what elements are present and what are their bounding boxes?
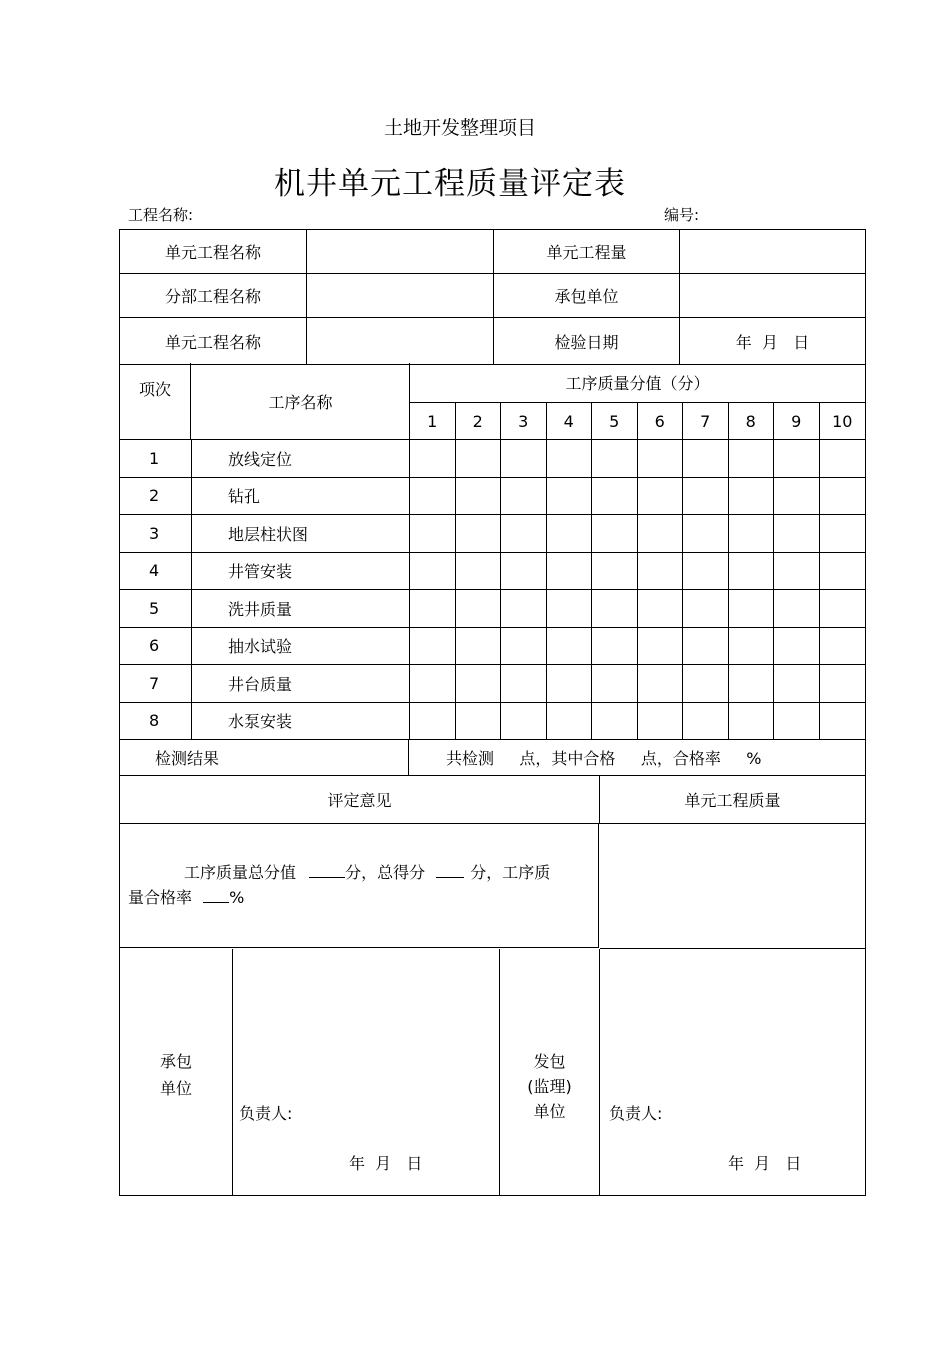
score-cell[interactable] xyxy=(729,552,775,590)
score-column-1: 1 xyxy=(410,403,456,439)
score-cell[interactable] xyxy=(683,627,729,665)
score-cell[interactable] xyxy=(501,514,547,552)
score-cell[interactable] xyxy=(592,552,638,590)
info-table xyxy=(119,229,866,364)
owner-label-3: 单位 xyxy=(533,1102,566,1121)
score-cell[interactable] xyxy=(638,589,684,627)
score-cell[interactable] xyxy=(547,477,593,515)
score-cell[interactable] xyxy=(456,702,502,740)
item-name: 地层柱状图 xyxy=(192,514,410,552)
score-column-10: 10 xyxy=(832,411,853,431)
info-row-3-right-label: 检验日期 xyxy=(494,318,680,365)
item-index: 7 xyxy=(120,664,192,702)
score-cell[interactable] xyxy=(410,514,456,552)
total-score-blank[interactable] xyxy=(309,863,345,878)
info-row-2-right-label: 承包单位 xyxy=(494,274,680,318)
opinion-text-2: 分，总得分 xyxy=(345,863,426,882)
form-subtitle: 土地开发整理项目 xyxy=(383,117,536,139)
score-cell[interactable] xyxy=(501,439,547,477)
score-header: 工序质量分值（分） xyxy=(410,363,865,403)
score-cell[interactable] xyxy=(774,477,820,515)
info-row-2-right-value[interactable] xyxy=(680,274,865,318)
score-cell[interactable] xyxy=(456,664,502,702)
score-cell[interactable] xyxy=(774,664,820,702)
item-index: 4 xyxy=(120,552,192,590)
score-cell[interactable] xyxy=(592,439,638,477)
owner-sign-cell xyxy=(600,949,865,1195)
score-cell[interactable] xyxy=(547,514,593,552)
score-cell[interactable] xyxy=(501,552,547,590)
item-name: 放线定位 xyxy=(192,439,410,477)
score-cell[interactable] xyxy=(547,702,593,740)
info-row-3-left-label: 单元工程名称 xyxy=(120,318,307,365)
contractor-sign-date: 年 月 日 xyxy=(349,1154,423,1173)
form-code-label: 编号: xyxy=(664,206,700,224)
score-cell[interactable] xyxy=(683,552,729,590)
score-cell[interactable] xyxy=(774,627,820,665)
evaluation-table xyxy=(119,775,866,1196)
item-index: 2 xyxy=(120,477,192,515)
contractor-sign-cell xyxy=(233,949,500,1195)
owner-label-2: (监理) xyxy=(527,1077,572,1096)
score-cell[interactable] xyxy=(683,589,729,627)
project-name-label: 工程名称: xyxy=(128,206,194,224)
score-cell[interactable] xyxy=(410,589,456,627)
score-cell[interactable] xyxy=(501,627,547,665)
score-cell[interactable] xyxy=(592,664,638,702)
info-row-1-right-value[interactable] xyxy=(680,230,865,274)
score-cell[interactable] xyxy=(683,702,729,740)
score-cell[interactable] xyxy=(547,627,593,665)
item-name: 洗井质量 xyxy=(192,589,410,627)
result-label: 检测结果 xyxy=(120,739,409,775)
index-header: 项次 xyxy=(120,363,191,439)
score-cell[interactable] xyxy=(729,589,775,627)
score-cell[interactable] xyxy=(638,627,684,665)
score-cell[interactable] xyxy=(592,627,638,665)
score-cell[interactable] xyxy=(638,552,684,590)
score-column-2: 2 xyxy=(456,403,502,439)
opinion-text-3: 分，工序质 xyxy=(470,863,551,882)
score-cell[interactable] xyxy=(410,439,456,477)
score-column-5: 5 xyxy=(592,403,638,439)
score-cell[interactable] xyxy=(729,627,775,665)
score-cell[interactable] xyxy=(774,552,820,590)
info-row-3-left-value[interactable] xyxy=(307,318,494,365)
score-cell[interactable] xyxy=(592,589,638,627)
process-name-header: 工序名称 xyxy=(192,363,410,439)
item-index: 8 xyxy=(120,702,192,740)
score-cell[interactable] xyxy=(547,439,593,477)
score-cell[interactable] xyxy=(456,627,502,665)
owner-unit-cell xyxy=(500,949,600,1195)
info-row-1-right-label: 单元工程量 xyxy=(494,230,680,274)
item-index: 5 xyxy=(120,589,192,627)
result-text: 共检测 点，其中合格 点，合格率 % xyxy=(446,748,762,768)
score-cell[interactable] xyxy=(410,702,456,740)
info-row-1-left-label: 单元工程名称 xyxy=(120,230,307,274)
score-cell[interactable] xyxy=(729,702,775,740)
score-cell[interactable] xyxy=(820,702,866,740)
score-cell[interactable] xyxy=(683,664,729,702)
score-cell[interactable] xyxy=(456,439,502,477)
item-name: 井管安装 xyxy=(192,552,410,590)
score-cell[interactable] xyxy=(683,477,729,515)
score-cell[interactable] xyxy=(592,477,638,515)
item-name: 抽水试验 xyxy=(192,627,410,665)
item-name: 水泵安装 xyxy=(192,702,410,740)
contractor-label-2: 单位 xyxy=(159,1079,192,1098)
unit-quality-header: 单元工程质量 xyxy=(600,776,865,824)
opinion-header: 评定意见 xyxy=(120,776,600,824)
score-cell[interactable] xyxy=(410,552,456,590)
score-cell[interactable] xyxy=(774,514,820,552)
score-column-6: 6 xyxy=(638,403,684,439)
score-cell[interactable] xyxy=(410,477,456,515)
score-cell[interactable] xyxy=(638,664,684,702)
score-cell[interactable] xyxy=(410,664,456,702)
contractor-unit-cell xyxy=(120,949,233,1195)
score-cell[interactable] xyxy=(547,664,593,702)
score-cell[interactable] xyxy=(501,477,547,515)
score-cell[interactable] xyxy=(820,552,866,590)
score-cell[interactable] xyxy=(774,702,820,740)
score-cell[interactable] xyxy=(410,627,456,665)
score-cell[interactable] xyxy=(774,439,820,477)
score-cell[interactable] xyxy=(729,664,775,702)
score-cell[interactable] xyxy=(820,477,866,515)
score-cell[interactable] xyxy=(592,514,638,552)
score-cell[interactable] xyxy=(729,514,775,552)
score-cell[interactable] xyxy=(820,664,866,702)
score-cell[interactable] xyxy=(820,439,866,477)
item-name: 井台质量 xyxy=(192,664,410,702)
score-cell[interactable] xyxy=(820,627,866,665)
item-index: 3 xyxy=(120,514,192,552)
pass-rate-blank[interactable] xyxy=(203,888,229,903)
score-cell[interactable] xyxy=(592,702,638,740)
score-cell[interactable] xyxy=(456,477,502,515)
score-cell[interactable] xyxy=(638,477,684,515)
score-cell[interactable] xyxy=(683,439,729,477)
opinion-text-4: 量合格率 xyxy=(128,888,193,907)
score-cell[interactable] xyxy=(729,439,775,477)
score-cell[interactable] xyxy=(501,589,547,627)
score-cell[interactable] xyxy=(547,589,593,627)
score-cell[interactable] xyxy=(638,439,684,477)
form-title: 机井单元工程质量评定表 xyxy=(274,166,626,202)
score-cell[interactable] xyxy=(820,514,866,552)
score-cell[interactable] xyxy=(501,664,547,702)
item-index: 6 xyxy=(120,627,192,665)
score-column-7: 7 xyxy=(683,403,729,439)
unit-quality-value[interactable] xyxy=(600,824,865,949)
score-column-3: 3 xyxy=(501,403,547,439)
score-cell[interactable] xyxy=(683,514,729,552)
owner-sign-date: 年 月 日 xyxy=(728,1154,802,1173)
info-row-2-left-value[interactable] xyxy=(307,274,494,318)
score-cell[interactable] xyxy=(638,702,684,740)
score-table xyxy=(119,363,866,776)
score-cell[interactable] xyxy=(820,589,866,627)
score-cell[interactable] xyxy=(456,514,502,552)
obtained-score-blank[interactable] xyxy=(436,863,464,878)
inspection-date-value[interactable]: 年 月 日 xyxy=(680,318,865,365)
owner-responsible-label: 负责人: xyxy=(609,1104,663,1123)
opinion-content xyxy=(120,824,599,948)
item-index: 1 xyxy=(120,439,192,477)
info-row-1-left-value[interactable] xyxy=(307,230,494,274)
score-cell[interactable] xyxy=(456,552,502,590)
score-cell[interactable] xyxy=(456,589,502,627)
score-cell[interactable] xyxy=(774,589,820,627)
contractor-responsible-label: 负责人: xyxy=(239,1104,293,1123)
score-column-8: 8 xyxy=(729,403,775,439)
score-column-4: 4 xyxy=(547,403,593,439)
item-name: 钻孔 xyxy=(192,477,410,515)
score-cell[interactable] xyxy=(638,514,684,552)
score-cell[interactable] xyxy=(547,552,593,590)
info-row-2-left-label: 分部工程名称 xyxy=(120,274,307,318)
owner-label-1: 发包 xyxy=(533,1052,566,1071)
contractor-label-1: 承包 xyxy=(159,1052,192,1071)
score-cell[interactable] xyxy=(729,477,775,515)
score-column-9: 9 xyxy=(774,403,820,439)
opinion-text-1: 工序质量总分值 xyxy=(184,863,297,882)
score-cell[interactable] xyxy=(501,702,547,740)
opinion-text-5: % xyxy=(229,888,245,907)
